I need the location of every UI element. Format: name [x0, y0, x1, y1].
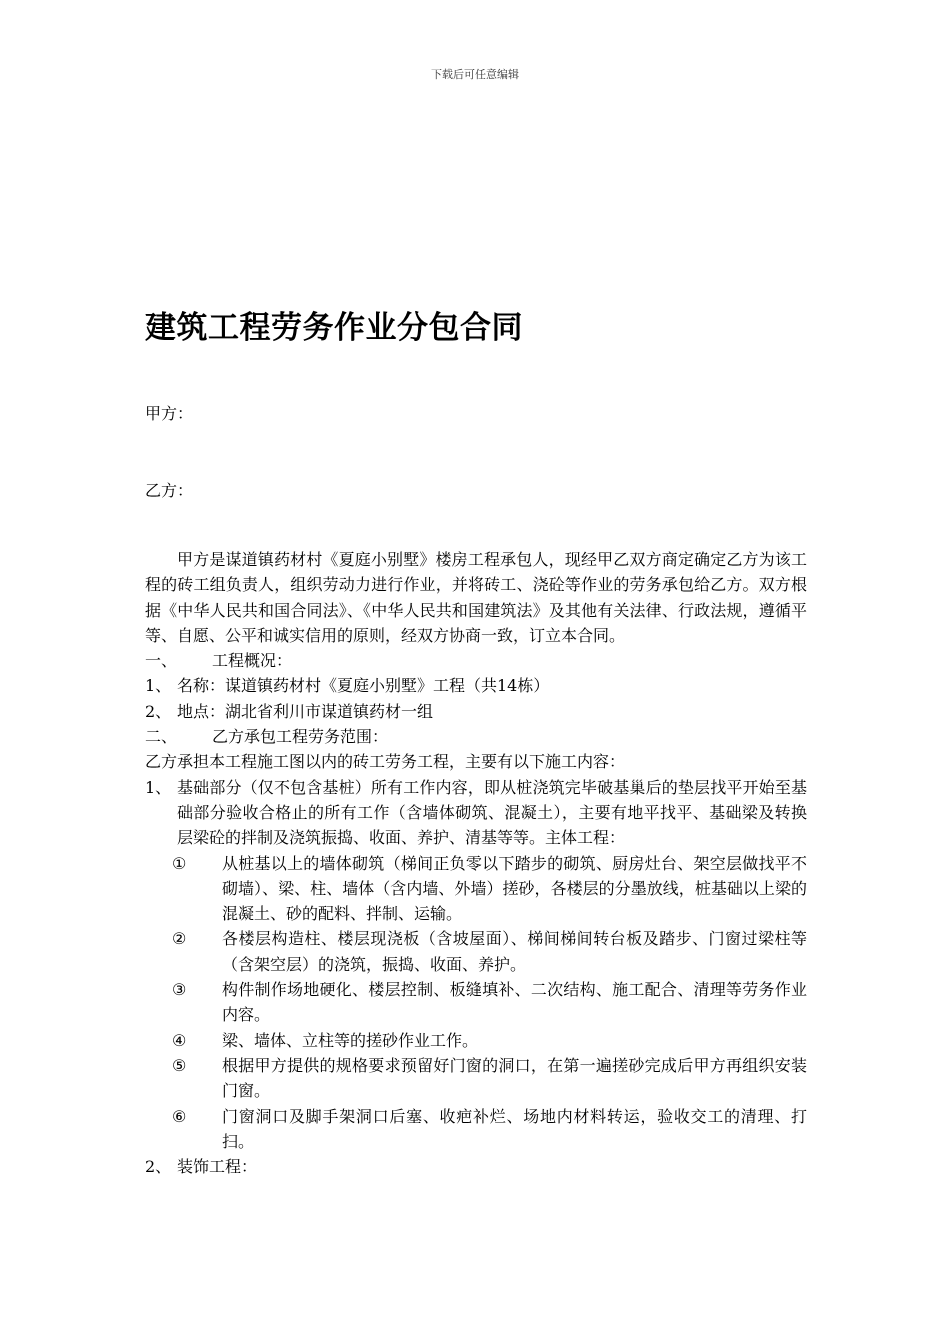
- sub-item: [145, 1104, 807, 1155]
- item-number: 1、: [145, 777, 172, 797]
- party-a-label: 甲方：: [145, 404, 194, 423]
- sub-item-text: 构件制作场地硬化、楼层控制、板缝填补、二次结构、施工配合、清理等劳务作业内容。: [222, 980, 807, 1025]
- sub-item: [145, 977, 807, 1028]
- section-1-title: 工程概况：: [212, 651, 293, 671]
- sub-item: [145, 851, 807, 927]
- item-text: 基础部分（仅不包含基桩）所有工作内容，即从桩浇筑完毕破基巢后的垫层找平开始至基础部分验收合格止的所有工作（含墙体砌筑、混凝土），主要有地平找平、基础梁及转换层梁砼的拌制及浇筑振捣、收面、养护、清基等等。主体工程：: [177, 777, 807, 848]
- item-number: 2、: [145, 701, 172, 721]
- party-b-label: 乙方：: [145, 481, 194, 500]
- sub-item-text: 各楼层构造柱、楼层现浇板（含坡屋面）、梯间梯间转台板及踏步、门窗过梁柱等（含架空层）的浇筑，振捣、收面、养护。: [222, 929, 807, 974]
- intro-paragraph: 甲方是谋道镇药材村《夏庭小别墅》楼房工程承包人，现经甲乙双方商定确定乙方为该工程的砖工组负责人，组织劳动力进行作业，并将砖工、浇砼等作业的劳务承包给乙方。双方根据《中华人民共和国合同法》、《中华人民共和国建筑法》及其他有关法律、行政法规，遵循平等、自愿、公平和诚实信用的原则，经双方协商一致，订立本合同。: [145, 550, 807, 645]
- sub-item-text: 从桩基以上的墙体砌筑（梯间正负零以下踏步的砌筑、厨房灶台、架空层做找平不砌墙）、梁、柱、墙体（含内墙、外墙）搓砂，各楼层的分墨放线，桩基础以上梁的混凝土、砂的配料、拌制、运输。: [222, 853, 807, 924]
- item-text: 地点：湖北省利川市谋道镇药材一组: [177, 701, 434, 721]
- contract-title: 建筑工程劳务作业分包合同: [145, 310, 523, 346]
- section-2-title: 乙方承包工程劳务范围：: [212, 727, 389, 747]
- item-text: 装饰工程：: [177, 1157, 258, 1177]
- page-header: 下载后可任意编辑: [431, 68, 519, 81]
- sub-item-text: 门窗洞口及脚手架洞口后塞、收疤补烂、场地内材料转运，验收交工的清理、打扫。: [222, 1106, 807, 1151]
- sub-item: [145, 1053, 807, 1104]
- section-2-heading: [145, 724, 807, 749]
- section-2-lead: 乙方承担本工程施工图以内的砖工劳务工程，主要有以下施工内容：: [145, 752, 626, 772]
- sub-item-number: ②: [172, 929, 187, 949]
- item-number: 2、: [145, 1157, 172, 1177]
- sub-item-number: ⑤: [172, 1055, 187, 1075]
- sub-item-number: ④: [172, 1030, 187, 1050]
- list-item: [145, 673, 807, 698]
- sub-item: [145, 1028, 807, 1053]
- item-text: 名称：谋道镇药材村《夏庭小别墅》工程（共14栋）: [177, 676, 550, 696]
- section-2-number: 二、: [145, 727, 178, 747]
- sub-item: [145, 926, 807, 977]
- item-number: 1、: [145, 676, 172, 696]
- sub-item-number: ①: [172, 853, 187, 873]
- contract-body: [145, 547, 807, 1179]
- section-1-heading: [145, 648, 807, 673]
- sub-item-number: ③: [172, 980, 187, 1000]
- sub-item-text: 根据甲方提供的规格要求预留好门窗的洞口，在第一遍搓砂完成后甲方再组织安装门窗。: [222, 1055, 807, 1101]
- section-1-number: 一、: [145, 651, 178, 671]
- list-item: [145, 699, 807, 724]
- sub-item-number: ⑥: [172, 1106, 187, 1126]
- sub-item-text: 梁、墙体、立柱等的搓砂作业工作。: [222, 1030, 479, 1050]
- list-item: [145, 775, 807, 851]
- list-item: [145, 1154, 807, 1179]
